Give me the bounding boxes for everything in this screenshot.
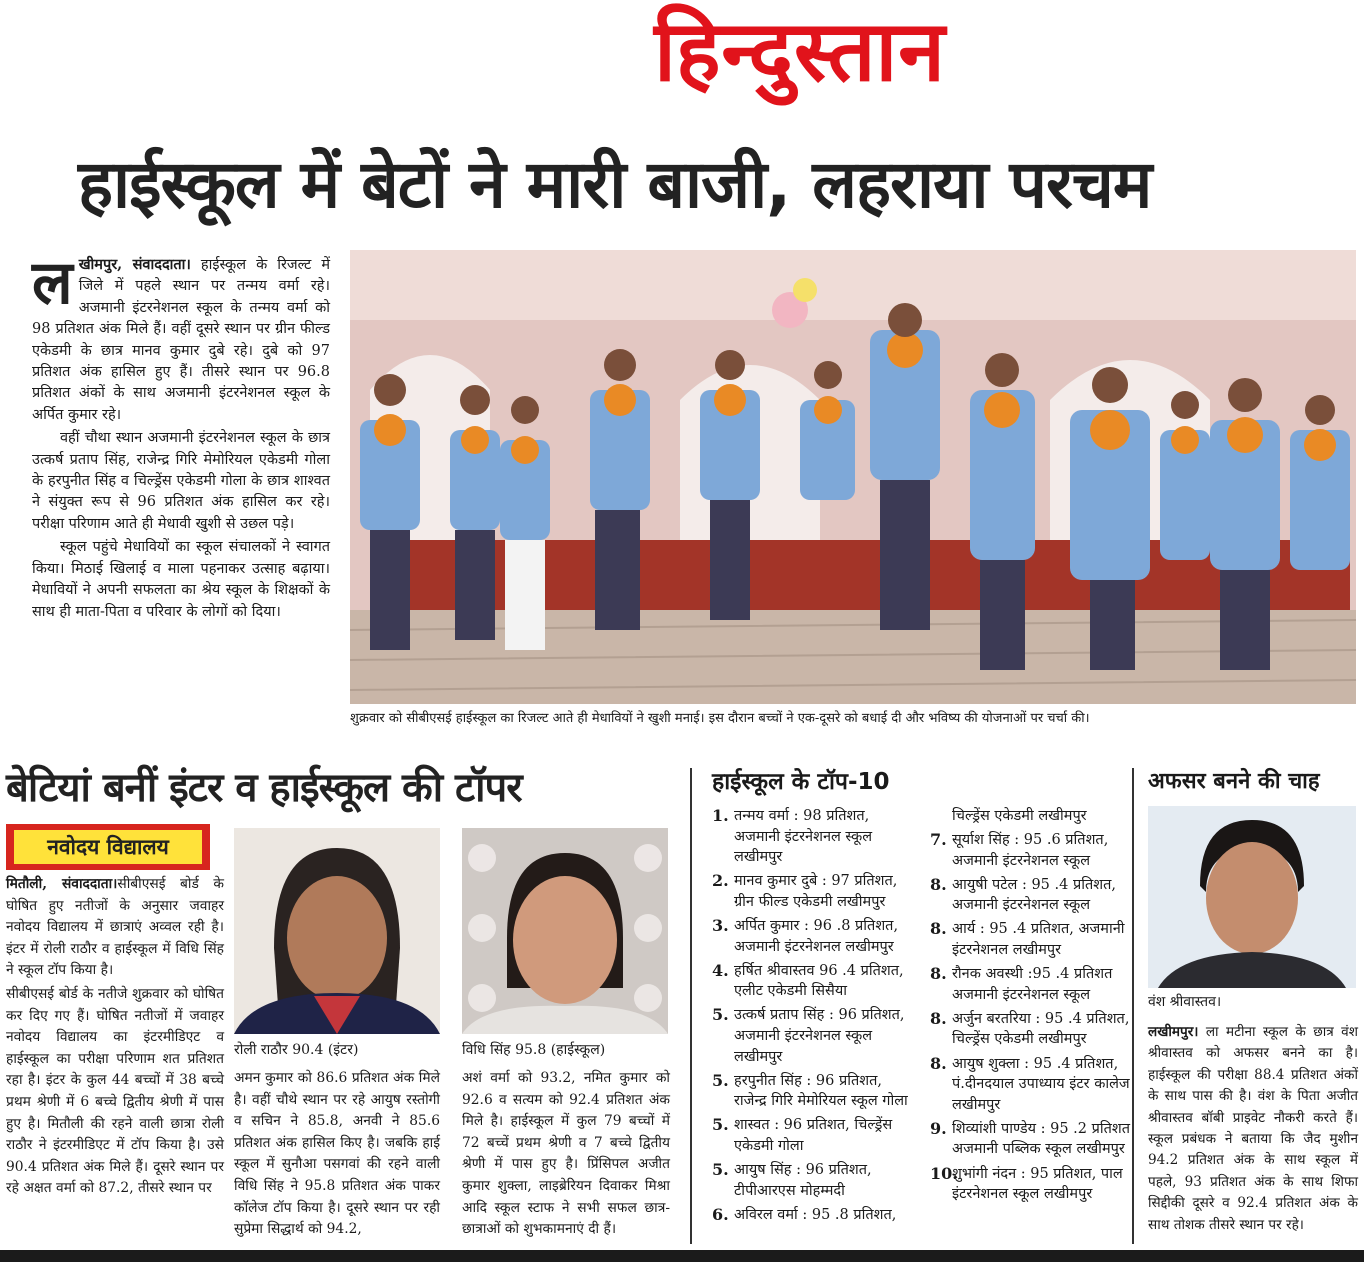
top10-item: 5. हरपुनीत सिंह : 96 प्रतिशत, राजेन्द्र गिरि मेमोरियल स्कूल गोला [712, 1070, 908, 1110]
top10-item: 8. रौनक अवस्थी :95 .4 प्रतिशत अजमानी इंटरनेशनल स्कूल [930, 964, 1113, 1003]
portrait-vidhi [462, 828, 668, 1034]
top10-item: 7. सूर्याश सिंह : 95 .6 प्रतिशत, अजमानी इंटरनेशनल स्कूल [930, 830, 1109, 869]
top10-item: 2. मानव कुमार दुबे : 97 प्रतिशत, ग्रीन फील्ड एकेडमी लखीमपुर [712, 871, 898, 910]
photo-caption: शुक्रवार को सीबीएसई हाईस्कूल का रिजल्ट आते ही मेधावियों ने खुशी मनाई। इस दौरान बच्चों ने एक-दूसरे को बधाई दी और भविष्य की योजनाओं पर चर्चा की। [350, 711, 1090, 726]
top10-item: 10. शुभांगी नंदन : 95 प्रतिशत, पाल इंटरनेशनल स्कूल लखीमपुर [930, 1163, 1123, 1203]
top10-item: 5. उत्कर्ष प्रताप सिंह : 96 प्रतिशत, अजमानी इंटरनेशनल स्कूल लखीमपुर [712, 1005, 905, 1065]
top10-item: 4. हर्षित श्रीवास्तव 96 .4 प्रतिशत, एलीट एकेडमी सिसैया [712, 960, 904, 1000]
main-headline: हाईस्कूल में बेटों ने मारी बाजी, लहराया परचम [78, 146, 1152, 223]
girls-dateline: मितौली, संवाददाता। [6, 876, 118, 892]
top10-item-continued: चिल्ड्रेंस एकेडमी लखीमपुर [952, 808, 1087, 824]
side-story-headline: अफसर बनने की चाह [1148, 769, 1320, 794]
girls-paragraph-4: अशं वर्मा को 93.2, नमित कुमार को 92.6 व सत्यम को 92.4 प्रतिशत अंक मिले है। हाईस्कूल में कुल 79 बच्चों में 72 बच्चें प्रथम श्रेणी व 7 बच्चे द्वितीय श्रेणी में पास हुए है। प्रिंसिपल अजीत कुमार शुक्ला, लाइब्रेरियन दिवाकर मिश्रा आदि स्कूल स्टाफ ने सभी सफल छात्र-छात्राओं को शुभकामनाएं दी हैं। [462, 1070, 670, 1238]
lead-paragraph-3: स्कूल पहुंचे मेधावियों का स्कूल संचालकों ने स्वागत किया। मिठाई खिलाई व माला पहनाकर उत्साह बढ़ाया। मेधावियों ने अपनी सफलता का श्रेय स्कूल के शिक्षकों के साथ ही माता-पिता व परिवार के लोगों को दिया। [32, 539, 330, 620]
portrait-vansh [1148, 806, 1356, 988]
top10-list-2 [930, 806, 1130, 1246]
top10-item: 8. अर्जुन बरतरिया : 95 .4 प्रतिशत, चिल्ड्रेंस एकेडमी लखीमपुर [930, 1008, 1130, 1048]
portrait-roli-caption: रोली राठौर 90.4 (इंटर) [234, 1042, 359, 1058]
top10-item: 8. आयुष शुक्ला : 95 .4 प्रतिशत, पं.दीनदयाल उपाध्याय इंटर कालेज लखीमपुर [930, 1053, 1130, 1113]
top10-item: 8. आयुषी पटेल : 95 .4 प्रतिशत, अजमानी इंटरनेशनल स्कूल [930, 874, 1116, 914]
top10-item: 6. अविरल वर्मा : 95 .8 प्रतिशत, [712, 1204, 897, 1224]
top10-item: 8. आर्य : 95 .4 प्रतिशत, अजमानी इंटरनेशनल लखीमपुर [930, 919, 1125, 959]
top10-title: हाईस्कूल के टॉप-10 [712, 769, 890, 795]
celebration-photo [350, 250, 1356, 704]
section-tag [6, 824, 210, 870]
girls-story-headline: बेटियां बनीं इंटर व हाईस्कूल की टॉपर [6, 765, 522, 811]
portrait-roli [234, 828, 440, 1034]
top10-item: 5. शास्वत : 96 प्रतिशत, चिल्ड्रेंस एकेडमी गोला [712, 1115, 893, 1154]
portrait-vidhi-caption: विधि सिंह 95.8 (हाईस्कूल) [462, 1042, 606, 1058]
girls-paragraph-2: सीबीएसई बोर्ड के नतीजे शुक्रवार को घोषित कर दिए गए हैं। घोषित नतीजों में जवाहर नवोदय विद्यालय का इंटरमीडिएट व हाईस्कूल का परीक्षा परिणाम शत प्रतिशत रहा है। इंटर के कुल 44 बच्चों में 38 बच्चे प्रथम श्रेणी में 6 बच्चे द्वितीय श्रेणी में पास हुए है। मितौली की रहने वाली छात्रा रोली राठौर ने इंटरमीडिएट में टॉप किया है। उसे 90.4 प्रतिशत अंक मिले हैं। दूसरे स्थान पर रहे अक्षत वर्मा को 87.2, तीसरे स्थान पर [6, 985, 224, 1197]
girls-paragraph-3: अमन कुमार को 86.6 प्रतिशत अंक मिले है। वहीं चौथे स्थान पर रहे आयुष रस्तोगी व सचिन ने 85.8, अनवी ने 85.6 प्रतिशत अंक हासिल किए है। जबकि हाई स्कूल में सुनौआ पसगवां की रहने वाली विधि सिंह ने 95.8 प्रतिशत अंक पाकर कॉलेज टॉप किया है। दूसरे स्थान पर रही सुप्रेमा सिद्धार्थ को 94.2, [234, 1070, 440, 1238]
top10-item: 1. तन्मय वर्मा : 98 प्रतिशत, अजमानी इंटरनेशनल स्कूल लखीमपुर [712, 806, 873, 866]
side-dateline: लखीमपुर। [1148, 1024, 1199, 1040]
newspaper-masthead: हिन्दुस्तान [654, 2, 946, 100]
lead-paragraph-1: हाईस्कूल के रिजल्ट में जिले में पहले स्थान पर तन्मय वर्मा रहे। अजमानी इंटरनेशनल स्कूल के तन्मय वर्मा को 98 प्रतिशत अंक मिले हैं। वहीं दूसरे स्थान पर ग्रीन फील्ड एकेडमी के छात्र मानव कुमार दुबे रहे। दुबे को 97 प्रतिशत अंक हासिल हुए हैं। तीसरे स्थान पर 96.8 प्रतिशत अंकों के साथ अजमानी इंटरनेशनल स्कूल के अर्पित कुमार रहे। [32, 257, 330, 423]
lead-story-text [32, 248, 330, 714]
lead-dateline: खीमपुर, संवाददाता। [78, 256, 191, 273]
girls-paragraph-1: सीबीएसई बोर्ड के घोषित हुए नतीजों के अनुसार जवाहर नवोदय विद्यालय में छात्राएं अव्वल रही है। इंटर में रोली राठौर व हाईस्कूल में विधि सिंह ने स्कूल टॉप किया है। [6, 876, 224, 979]
column-divider [690, 768, 692, 1244]
top10-item: 3. अर्पित कुमार : 96 .8 प्रतिशत, अजमानी इंटरनेशनल लखीमपुर [712, 915, 899, 955]
girls-story-col-1 [6, 874, 224, 1244]
column-divider [1132, 768, 1134, 1244]
side-story-body: ला मटीना स्कूल के छात्र वंश श्रीवास्तव को अफसर बनने का है। हाईस्कूल की परीक्षा 88.4 प्रतिशत अंकों के साथ पास की है। वंश के पिता अजीत श्रीवास्तव बॉबी प्राइवेट नौकरी करते हैं। स्कूल प्रबंधक ने बताया कि जैद मुशीन 94.2 प्रतिशत अंक के साथ स्कूल में पहले, 93 प्रतिशत अंक के साथ शिफा सिद्दीकी दूसरे व 92.4 प्रतिशत अंक के साथ तोशक तीसरे स्थान पर रहे। [1148, 1024, 1358, 1233]
dropcap-letter: ल [32, 248, 73, 318]
top10-list-1 [712, 806, 918, 1246]
top10-item: 5. आयुष सिंह : 96 प्रतिशत, टीपीआरएस मोहम्मदी [712, 1160, 872, 1199]
side-story-text [1148, 1022, 1358, 1246]
top10-item: 9. शिव्यांशी पाण्डेय : 95 .2 प्रतिशत अजमानी पब्लिक स्कूल लखीमपुर [930, 1118, 1131, 1158]
portrait-vansh-caption: वंश श्रीवास्तव। [1148, 994, 1222, 1010]
page-bottom-rule [0, 1250, 1364, 1262]
lead-paragraph-2: वहीं चौथा स्थान अजमानी इंटरनेशनल स्कूल के छात्र उत्कर्ष प्रताप सिंह, राजेन्द्र गिरि मेमोरियल एकेडमी गोला के हरपुनीत सिंह व चिल्ड्रेंस एकेडमी गोला के छात्र शाश्वत ने संयुक्त रूप से 96 प्रतिशत अंक हासिल कर रहे। परीक्षा परिणाम आते ही मेधावी खुशी से उछल पड़े। [32, 430, 330, 532]
section-tag-label: नवोदय विद्यालय [14, 830, 202, 864]
